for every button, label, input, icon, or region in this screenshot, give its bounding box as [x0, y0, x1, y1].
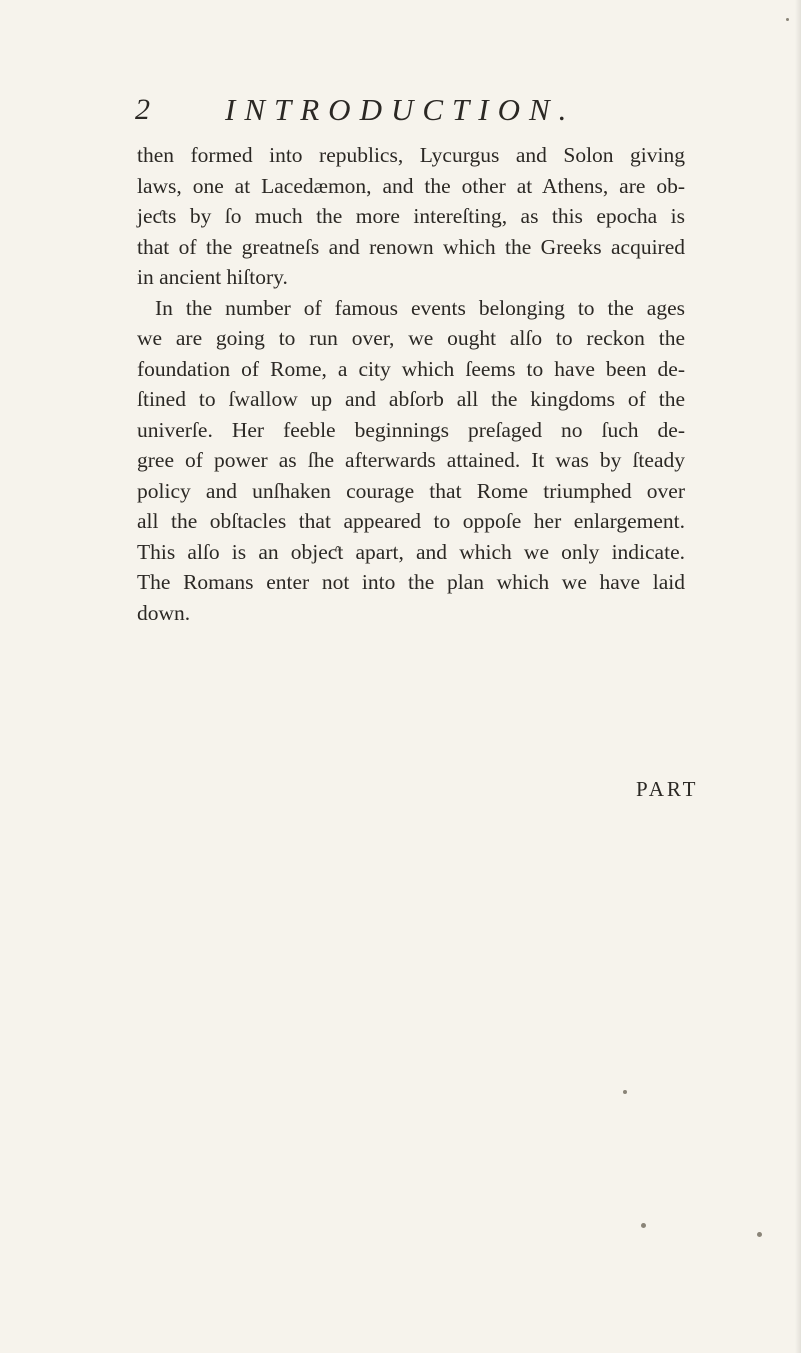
paper-speck: [757, 1232, 762, 1237]
paper-speck: [786, 18, 789, 21]
page-number: 2: [135, 93, 150, 126]
text-line: then formed into republics, Lycurgus and Solon giving: [137, 143, 685, 167]
text-line: in ancient hiſtory.: [137, 265, 288, 289]
paper-speck: [641, 1223, 646, 1228]
paper-speck: [623, 1090, 627, 1094]
text-line: policy and unſhaken courage that Rome triumphed over: [137, 478, 685, 503]
text-line: The Romans enter not into the plan which we have laid: [137, 570, 685, 594]
text-line: down.: [137, 600, 191, 625]
text-line: foundation of Rome, a city which ſeems to have been de-: [137, 356, 685, 381]
text-line: gree of power as ſhe afterwards attained. It was by ſteady: [137, 448, 685, 472]
text-line: ſtined to ſwallow up and abſorb all the kingdoms of the: [137, 387, 685, 411]
text-line: univerſe. Her feeble beginnings preſaged no ſuch de-: [137, 417, 685, 442]
text-line: This alſo is an objeƈt apart, and which we only indicate.: [137, 539, 685, 564]
catchword: PART: [636, 777, 699, 801]
text-line: all the obſtacles that appeared to oppoſe her enlargement.: [137, 509, 685, 533]
text-line: that of the greatneſs and renown which the Greeks acquired: [137, 234, 685, 259]
text-line: jeƈts by ſo much the more intereſting, as this epocha is: [137, 204, 685, 228]
running-head: INTRODUCTION.: [225, 92, 576, 127]
paragraph-start-line: In the number of famous events belonging to the ages: [155, 295, 685, 320]
page-header: [135, 92, 675, 132]
text-line: we are going to run over, we ought alſo to reckon the: [137, 326, 685, 350]
page-edge-shadow: [795, 0, 801, 1353]
text-line: laws, one at Lacedæmon, and the other at Athens, are ob-: [137, 173, 685, 198]
body-text: [137, 140, 685, 628]
